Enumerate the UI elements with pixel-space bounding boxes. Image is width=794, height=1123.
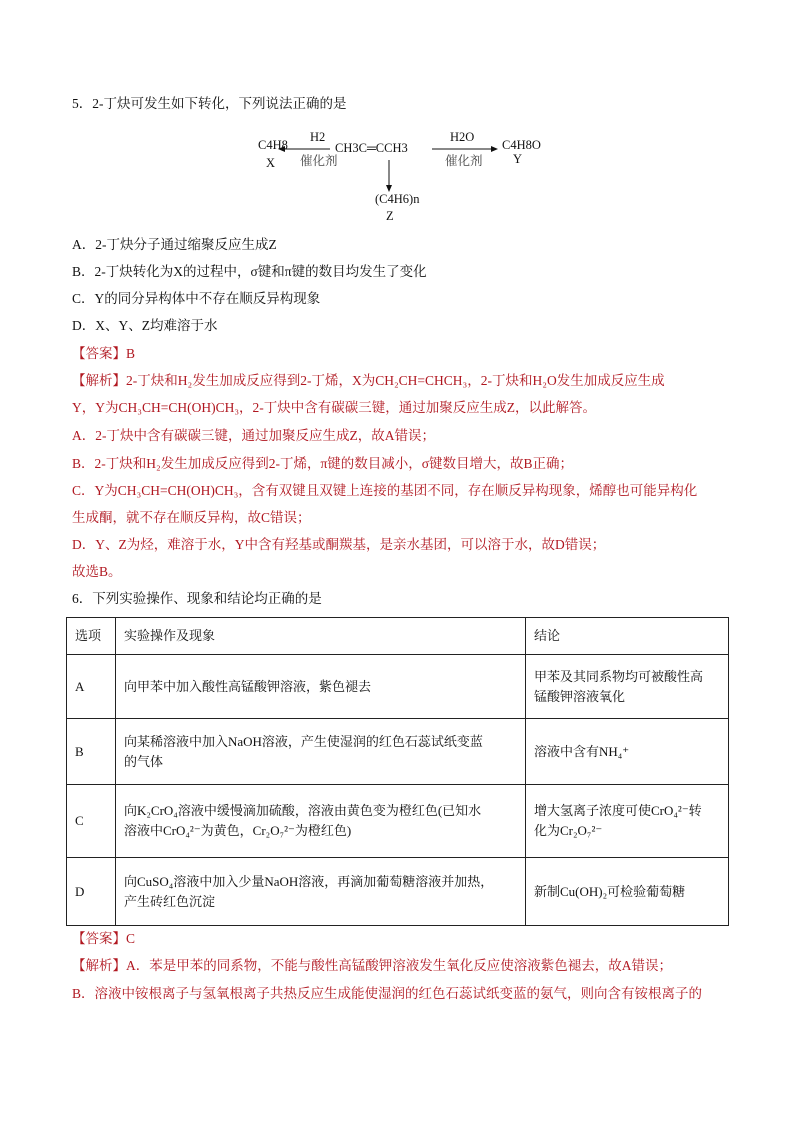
q5-option-d: D．X、Y、Z均难溶于水 xyxy=(72,318,218,333)
q6-analysis-line: B．溶液中铵根离子与氢氧根离子共热反应生成能使湿润的红色石蕊试纸变蓝的氨气，则向含有铵根离子的 xyxy=(72,986,703,1001)
cell-line: 锰酸钾溶液氧化 xyxy=(534,688,626,704)
cell-line: 新制Cu(OH)₂可检验葡萄糖 xyxy=(534,883,686,899)
header-cell: 实验操作及现象 xyxy=(116,618,526,655)
conclusion-cell xyxy=(526,785,729,858)
operation-cell xyxy=(116,719,526,785)
x-label: X xyxy=(266,156,276,170)
cell-line: 产生砖红色沉淀 xyxy=(124,893,216,909)
answer-value: B xyxy=(126,346,136,361)
cell-line: 增大氢离子浓度可使CrO₄²⁻转 xyxy=(534,803,702,818)
header-cell: 结论 xyxy=(526,618,729,655)
cell-line: 甲苯及其同系物均可被酸性高 xyxy=(534,668,704,684)
y-label: Y xyxy=(513,152,523,166)
cell-line: 的气体 xyxy=(124,753,164,769)
x-formula: C4H8 xyxy=(258,138,288,152)
catalyst-left: 催化剂 xyxy=(300,154,338,168)
h2o-reagent: H2O xyxy=(450,130,475,144)
header-cell: 选项 xyxy=(67,618,116,655)
q5-option-b: B．2-丁炔转化为X的过程中，σ键和π键的数目均发生了变化 xyxy=(72,264,427,279)
q5-analysis-line: A．2-丁炔中含有碳碳三键，通过加聚反应生成Z，故A错误； xyxy=(72,428,435,443)
option-cell: A xyxy=(67,655,116,719)
table-row xyxy=(67,719,729,785)
option-cell: B xyxy=(67,719,116,785)
analysis-text: A．苯是甲苯的同系物，不能与酸性高锰酸钾溶液发生氧化反应使溶液紫色褪去，故A错误； xyxy=(126,958,672,973)
cell-line: 化为Cr₂O₇²⁻ xyxy=(534,823,603,838)
option-cell: D xyxy=(67,858,116,926)
answer-value: C xyxy=(126,931,136,946)
answer-tag: 【答案】 xyxy=(72,931,126,946)
cell-line: 向K₂CrO₄溶液中缓慢滴加硫酸，溶液由黄色变为橙红色(已知水 xyxy=(124,803,482,818)
conclusion-cell xyxy=(526,655,729,719)
analysis-text: 2-丁炔和H₂发生加成反应得到2-丁烯，X为CH₂CH=CHCH₃，2-丁炔和H₂O发生加成反应生成 xyxy=(126,373,665,388)
q5-stem: 5．2-丁炔可发生如下转化，下列说法正确的是 xyxy=(72,96,347,111)
experiment-table xyxy=(66,617,729,926)
q5-analysis-line: 故选B。 xyxy=(72,564,122,579)
answer-tag: 【答案】 xyxy=(72,346,126,361)
reaction-scheme xyxy=(240,128,560,228)
q5-option-a: A．2-丁炔分子通过缩聚反应生成Z xyxy=(72,237,277,252)
q5-option-c: C．Y的同分异构体中不存在顺反异构现象 xyxy=(72,291,321,306)
q5-analysis-line: C．Y为CH₃CH=CH(OH)CH₃，含有双键且双键上连接的基团不同，存在顺反异构现象，烯醇也可能异构化 xyxy=(72,483,698,498)
q6-analysis-line xyxy=(72,957,672,975)
analysis-tag: 【解析】 xyxy=(72,373,126,388)
table-row xyxy=(67,785,729,858)
cell-line: 向甲苯中加入酸性高锰酸钾溶液，紫色褪去 xyxy=(124,678,372,694)
conclusion-cell xyxy=(526,719,729,785)
q6-answer xyxy=(72,930,135,948)
cell-line: 向某稀溶液中加入NaOH溶液，产生使湿润的红色石蕊试纸变蓝 xyxy=(124,733,483,749)
q5-answer xyxy=(72,345,135,363)
q5-analysis-line xyxy=(72,372,665,390)
q5-analysis-line: 生成酮，就不存在顺反异构，故C错误； xyxy=(72,510,311,525)
operation-cell xyxy=(116,785,526,858)
table-row xyxy=(67,655,729,719)
operation-cell xyxy=(116,655,526,719)
cell-line: 溶液中CrO₄²⁻为黄色，Cr₂O₇²⁻为橙红色) xyxy=(124,823,352,838)
h2-reagent: H2 xyxy=(310,130,326,144)
table-row xyxy=(67,858,729,926)
table-header-row xyxy=(67,618,729,655)
q5-analysis-line: Y，Y为CH₃CH=CH(OH)CH₃，2-丁炔中含有碳碳三键，通过加聚反应生成Z，以此解答。 xyxy=(72,400,597,415)
z-label: Z xyxy=(386,209,394,223)
butyne-formula: CH3C═CCH3 xyxy=(335,141,408,155)
operation-cell xyxy=(116,858,526,926)
z-formula: (C4H6)n xyxy=(375,192,420,206)
cell-line: 向CuSO₄溶液中加入少量NaOH溶液，再滴加葡萄糖溶液并加热， xyxy=(124,873,494,889)
conclusion-cell xyxy=(526,858,729,926)
option-cell: C xyxy=(67,785,116,858)
cell-line: 溶液中含有NH₄⁺ xyxy=(534,743,630,759)
y-formula: C4H8O xyxy=(502,138,541,152)
q6-stem: 6．下列实验操作、现象和结论均正确的是 xyxy=(72,591,322,606)
analysis-tag: 【解析】 xyxy=(72,958,126,973)
q5-analysis-line: B．2-丁炔和H₂发生加成反应得到2-丁烯，π键的数目减小，σ键数目增大，故B正确； xyxy=(72,456,574,471)
catalyst-right: 催化剂 xyxy=(445,154,483,168)
q5-analysis-line: D．Y、Z为烃，难溶于水，Y中含有羟基或酮羰基，是亲水基团，可以溶于水，故D错误； xyxy=(72,537,606,552)
